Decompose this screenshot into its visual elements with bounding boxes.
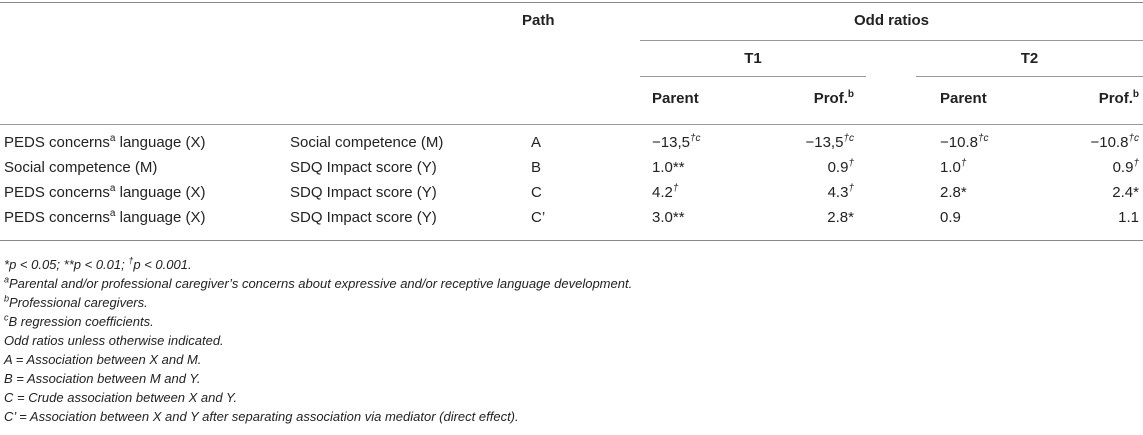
header-bottom-rule bbox=[0, 124, 1143, 125]
row-t1-parent: 1.0** bbox=[652, 159, 685, 176]
row-t2-parent: 1.0† bbox=[940, 158, 967, 176]
footnote-path-c-prime: C’ = Association between X and Y after separating association via mediator (direct effect). bbox=[4, 409, 519, 424]
row-x-label: PEDS concerns$^a$ language (X) bbox=[4, 133, 206, 151]
row-m-label: SDQ Impact score (Y) bbox=[290, 159, 437, 176]
row-path: A bbox=[531, 134, 542, 151]
row-t1-prof: $-13,5^{\dagger c}$ bbox=[805, 133, 854, 151]
header-path: Path bbox=[522, 12, 555, 29]
row-t2-parent: $-10.8^{\dagger c}$ bbox=[940, 133, 989, 151]
row-t2-prof: 0.9† bbox=[1112, 158, 1139, 176]
odd-ratios-rule bbox=[640, 40, 1143, 41]
t1-rule bbox=[640, 76, 866, 77]
footnote-path-b: B = Association between M and Y. bbox=[4, 371, 201, 386]
footnote-b: $^b$Professional caregivers. bbox=[4, 293, 148, 310]
row-t2-prof: $-10.8^{\dagger c}$ bbox=[1090, 133, 1139, 151]
footnote-path-c: C = Crude association between X and Y. bbox=[4, 390, 238, 405]
row-t1-prof: 4.3† bbox=[827, 183, 854, 201]
header-t2: T2 bbox=[1020, 50, 1039, 67]
header-t1-parent: Parent bbox=[652, 90, 699, 107]
row-t1-parent: 3.0** bbox=[652, 209, 685, 226]
header-t1: T1 bbox=[744, 50, 762, 67]
row-m-label: Social competence (M) bbox=[290, 134, 444, 151]
header-t2-parent: Parent bbox=[940, 90, 987, 107]
row-x-label: PEDS concerns$^a$ language (X) bbox=[4, 208, 206, 226]
footnote-odd-ratios: Odd ratios unless otherwise indicated. bbox=[4, 333, 224, 348]
header-t1-prof: Prof.$^b$ bbox=[813, 89, 854, 107]
footnote-path-a: A = Association between X and M. bbox=[4, 352, 202, 367]
t2-rule bbox=[916, 76, 1143, 77]
row-m-label: SDQ Impact score (Y) bbox=[290, 184, 437, 201]
row-t1-parent: $-13,5^{\dagger c}$ bbox=[652, 133, 701, 151]
row-m-label: SDQ Impact score (Y) bbox=[290, 209, 437, 226]
table-bottom-rule bbox=[0, 240, 1143, 241]
row-t2-prof: 2.4* bbox=[1112, 184, 1139, 201]
row-t1-prof: 0.9† bbox=[827, 158, 854, 176]
table-top-rule bbox=[0, 2, 1143, 3]
footnote-a: $^a$Parental and/or professional caregiver’s concerns about expressive and/or receptive language development. bbox=[4, 274, 633, 291]
header-t2-prof: Prof.$^b$ bbox=[1098, 89, 1139, 107]
row-t2-parent: 2.8* bbox=[940, 184, 967, 201]
footnote-significance: *p < 0.05; **p < 0.01; †p < 0.001. bbox=[4, 255, 192, 272]
row-path: C’ bbox=[531, 209, 546, 226]
header-odd-ratios: Odd ratios bbox=[853, 12, 929, 29]
row-path: C bbox=[531, 184, 542, 201]
row-t1-prof: 2.8* bbox=[827, 209, 854, 226]
row-t2-parent: 0.9 bbox=[940, 209, 961, 226]
row-t1-parent: 4.2† bbox=[652, 183, 679, 201]
row-path: B bbox=[531, 159, 542, 176]
row-t2-prof: 1.1 bbox=[1118, 209, 1139, 226]
row-x-label: PEDS concerns$^a$ language (X) bbox=[4, 183, 206, 201]
footnote-c: $^c$B regression coefficients. bbox=[4, 312, 154, 329]
row-x-label: Social competence (M) bbox=[4, 159, 158, 176]
